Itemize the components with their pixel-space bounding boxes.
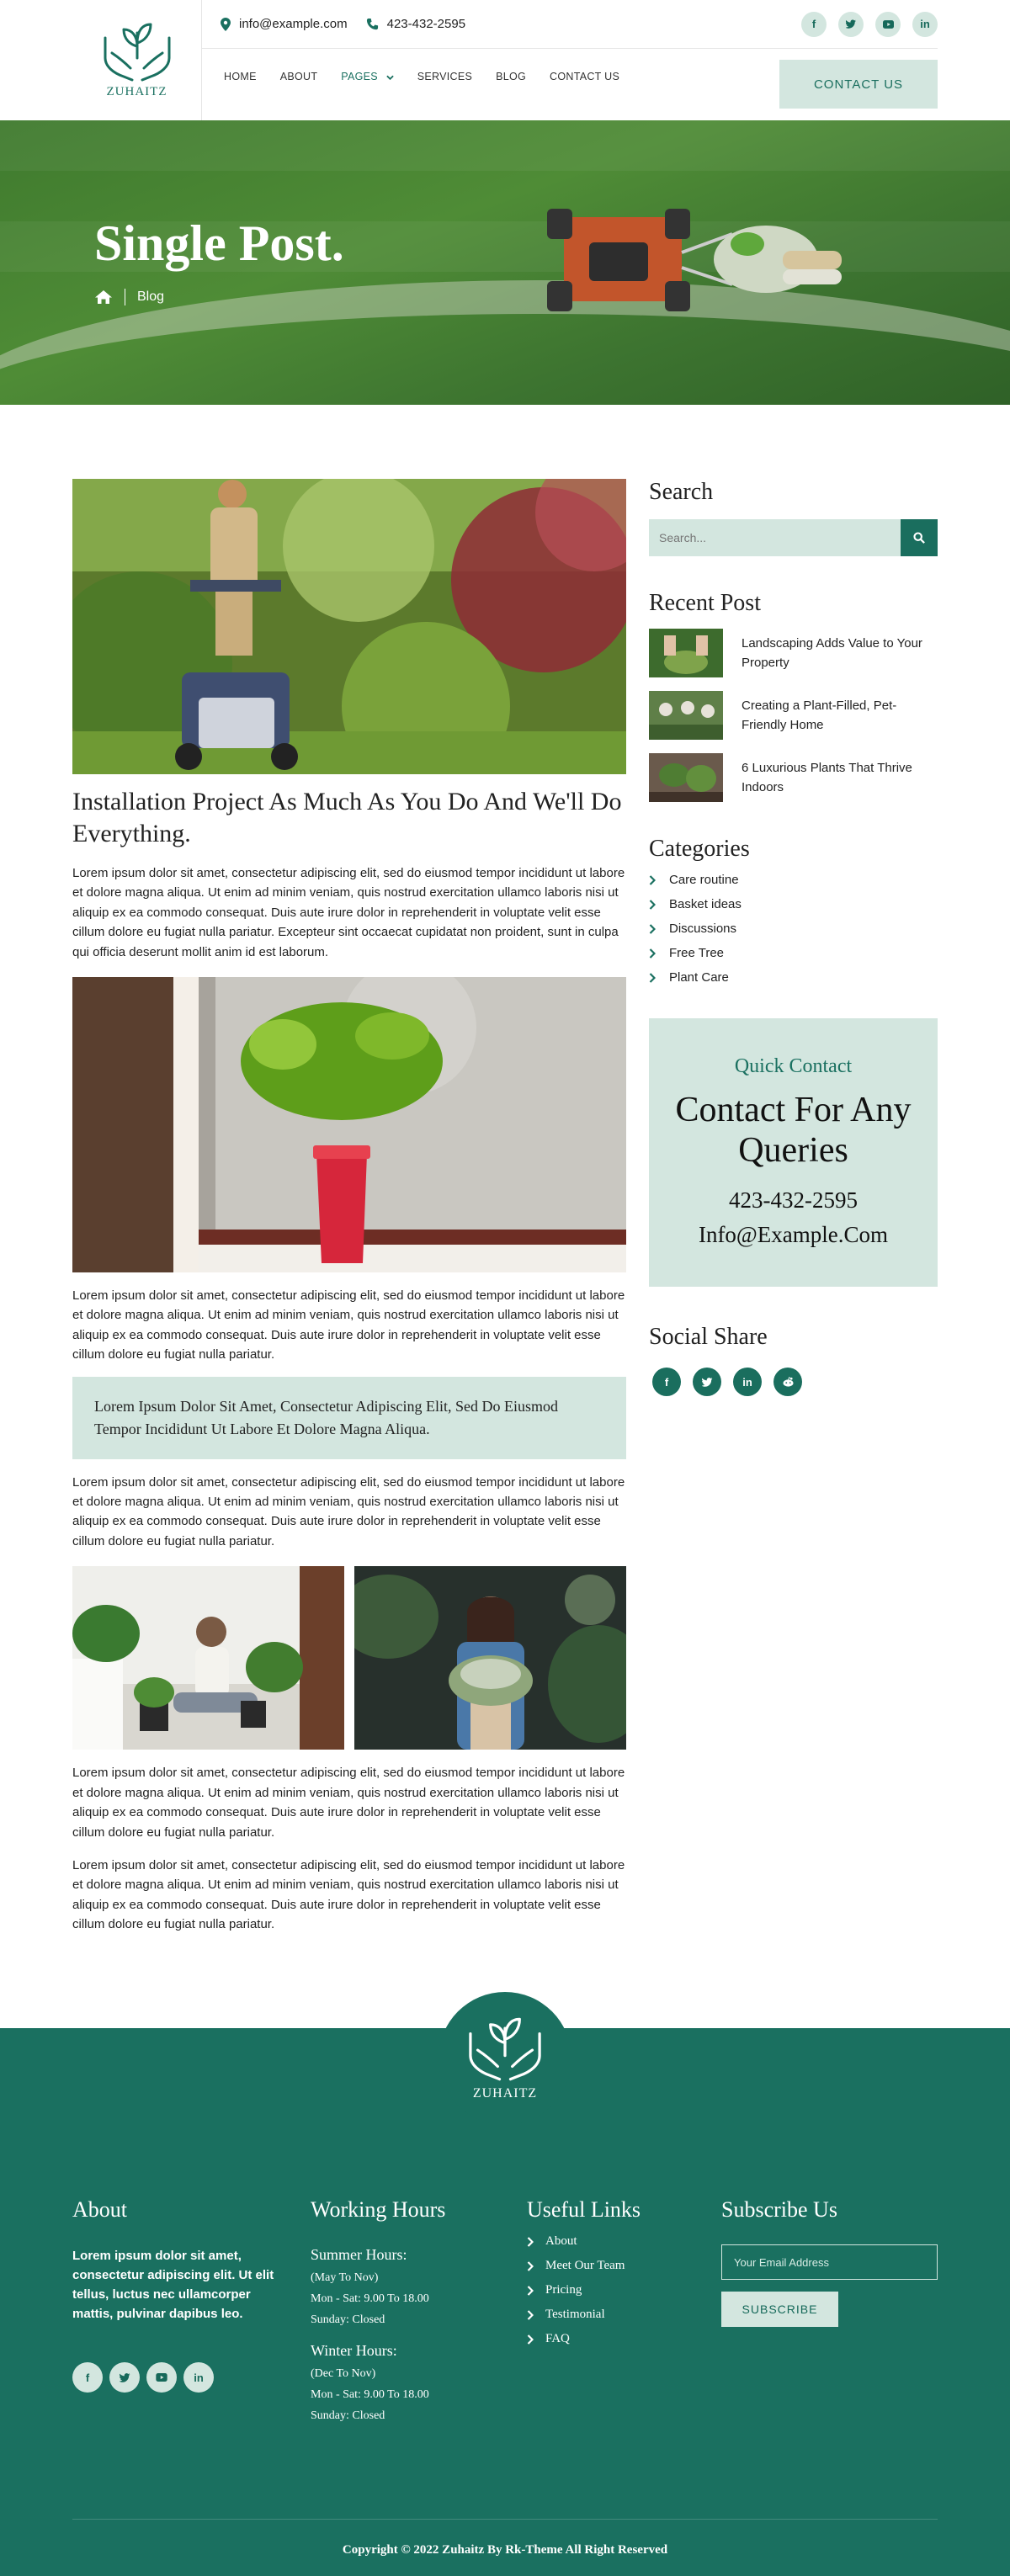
- post-paragraph: Lorem ipsum dolor sit amet, consectetur adipiscing elit, sed do eiusmod tempor incididunt ut labore et dolore magna aliqua. Ut enim ad minim veniam, quis nostrud exercitation ullamco laboris nisi ut aliquip ex ea commodo consequat. Duis aute irure dolor in reprehenderit in voluptate velit esse cillum dolore eu fugiat nulla pariatur.: [72, 1474, 625, 1548]
- page-banner: [0, 120, 1010, 405]
- twitter-icon[interactable]: [693, 1368, 721, 1396]
- social-share-heading: Social Share: [649, 1324, 768, 1350]
- quick-contact-box: [649, 1018, 938, 1287]
- chevron-right-icon: [527, 2237, 534, 2247]
- main-content: [0, 405, 1010, 2557]
- lawn-mower-image: [530, 200, 850, 327]
- footer-about-text: Lorem ipsum dolor sit amet, consectetur adipiscing elit. Ut elit tellus, luctus nec ullamcorper mattis, pulvinar dapibus leo.: [72, 2249, 274, 2321]
- post-paragraph: Lorem ipsum dolor sit amet, consectetur adipiscing elit, sed do eiusmod tempor incididunt ut labore et dolore magna aliqua. Ut enim ad minim veniam, quis nostrud exercitation ullamco laboris nisi ut aliquip ex ea commodo consequat. Duis aute irure dolor in reprehenderit in voluptate velit esse cillum dolore eu fugiat nulla pariatur.: [72, 1288, 625, 1362]
- footer-link[interactable]: [527, 2283, 641, 2297]
- footer-link-label: Meet Our Team: [545, 2259, 625, 2272]
- footer-logo-text: ZUHAITZ: [472, 2086, 538, 2101]
- footer-subscribe: [721, 2197, 938, 2327]
- chevron-right-icon: [649, 973, 656, 983]
- email-text: info@example.com: [239, 17, 348, 31]
- category-label: Plant Care: [669, 970, 729, 985]
- nav-item-pages[interactable]: [341, 71, 393, 82]
- footer-link[interactable]: [527, 2234, 641, 2249]
- search-icon: [913, 532, 925, 544]
- category-label: Basket ideas: [669, 897, 742, 911]
- chevron-right-icon: [649, 875, 656, 885]
- chevron-down-icon: [386, 75, 394, 80]
- subscribe-heading: Subscribe Us: [721, 2197, 837, 2222]
- post-paragraph: Lorem ipsum dolor sit amet, consectetur adipiscing elit, sed do eiusmod tempor incididunt ut labore et dolore magna aliqua. Ut enim ad minim veniam, quis nostrud exercitation ullamco laboris nisi ut aliquip ex ea commodo consequat. Duis aute irure dolor in reprehenderit in voluptate velit esse cillum dolore eu fugiat nulla pariatur.: [72, 1857, 625, 1932]
- top-bar: [202, 0, 938, 49]
- footer-working-hours: [311, 2197, 445, 2423]
- summer-hours-line: Mon - Sat: 9.00 To 18.00: [311, 2292, 429, 2305]
- category-item[interactable]: [649, 970, 938, 985]
- footer-divider: [72, 2519, 938, 2520]
- woman-holding-plant-image: [354, 1566, 626, 1750]
- quick-contact-phone[interactable]: 423-432-2595: [729, 1187, 858, 1213]
- copyright-text: Copyright © 2022 Zuhaitz By Rk-Theme All Right Reserved: [342, 2543, 668, 2557]
- subscribe-button[interactable]: SUBSCRIBE: [721, 2292, 838, 2327]
- twitter-icon[interactable]: [109, 2362, 140, 2393]
- youtube-icon[interactable]: [875, 12, 901, 37]
- chevron-right-icon: [527, 2261, 534, 2271]
- map-pin-icon: [221, 18, 231, 31]
- leaf-hands-logo-icon: [461, 2016, 549, 2083]
- phone-text: 423-432-2595: [386, 17, 466, 31]
- quick-contact-heading: Contact For Any Queries: [675, 1091, 912, 1170]
- main-nav: [224, 71, 643, 82]
- recent-post-thumbnail: [649, 691, 723, 740]
- useful-links-heading: Useful Links: [527, 2197, 641, 2222]
- lawn-stripe: [0, 120, 1010, 171]
- page-title: Single Post.: [94, 215, 344, 271]
- recent-post-title: Creating a Plant-Filled, Pet-Friendly Home: [742, 698, 897, 732]
- categories-heading: Categories: [649, 836, 750, 862]
- search-input[interactable]: [649, 519, 901, 556]
- post-paragraph: Lorem ipsum dolor sit amet, consectetur adipiscing elit, sed do eiusmod tempor incididunt ut labore et dolore magna aliqua. Ut enim ad minim veniam, quis nostrud exercitation ullamco laboris nisi ut aliquip ex ea commodo consequat. Duis aute irure dolor in reprehenderit in voluptate velit esse cillum dolore eu fugiat nulla pariatur.: [72, 1766, 625, 1840]
- category-label: Free Tree: [669, 946, 725, 960]
- phone-icon: [366, 18, 379, 30]
- leaf-hands-logo-icon: [98, 21, 176, 83]
- logo-text: ZUHAITZ: [106, 85, 167, 98]
- youtube-icon[interactable]: [146, 2362, 177, 2393]
- nav-item-contact[interactable]: CONTACT US: [550, 71, 620, 82]
- footer-socials: [72, 2362, 283, 2393]
- nav-item-home[interactable]: HOME: [224, 71, 257, 82]
- woman-repotting-plants-image: [72, 1566, 344, 1750]
- footer-about-heading: About: [72, 2197, 127, 2222]
- post-paragraph: Lorem ipsum dolor sit amet, consectetur adipiscing elit, sed do eiusmod tempor incididunt ut labore et dolore magna aliqua. Ut enim ad minim veniam, quis nostrud exercitation ullamco laboris nisi ut aliquip ex ea commodo consequat. Duis aute irure dolor in reprehenderit in voluptate velit esse cillum dolore eu fugiat nulla pariatur. Excepteur sint occaecat cupidatat non proident, sunt in culpa qui officia deserunt mollit anim id est laborum.: [72, 866, 625, 959]
- breadcrumb-current: Blog: [137, 289, 165, 304]
- contact-us-button[interactable]: CONTACT US: [779, 60, 938, 109]
- chevron-right-icon: [527, 2310, 534, 2320]
- sidebar: [649, 479, 938, 1396]
- summer-hours-line: (May To Nov): [311, 2271, 379, 2284]
- category-label: Discussions: [669, 922, 737, 936]
- phone-contact[interactable]: [366, 17, 465, 31]
- header-socials: [801, 12, 938, 37]
- email-contact[interactable]: [221, 17, 348, 31]
- facebook-icon[interactable]: f: [652, 1368, 681, 1396]
- chevron-right-icon: [527, 2286, 534, 2296]
- reddit-icon[interactable]: [773, 1368, 802, 1396]
- footer-logo[interactable]: [439, 1992, 571, 2125]
- footer-link[interactable]: [527, 2259, 641, 2273]
- recent-post-item[interactable]: [649, 753, 938, 802]
- recent-post-title: 6 Luxurious Plants That Thrive Indoors: [742, 761, 912, 794]
- quick-contact-email[interactable]: Info@Example.Com: [698, 1222, 889, 1247]
- post-blockquote: Lorem Ipsum Dolor Sit Amet, Consectetur Adipiscing Elit, Sed Do Eiusmod Tempor Incididunt Ut Labore Et Dolore Magna Aliqua.: [72, 1377, 626, 1459]
- subscribe-email-input[interactable]: Your Email Address: [721, 2244, 938, 2280]
- working-hours-heading: Working Hours: [311, 2197, 446, 2222]
- plant-window-image: [72, 977, 626, 1272]
- footer-link[interactable]: [527, 2308, 641, 2322]
- summer-hours-title: Summer Hours:: [311, 2246, 407, 2263]
- recent-post-thumbnail: [649, 629, 723, 677]
- nav-item-about[interactable]: ABOUT: [279, 71, 318, 82]
- quick-contact-label: Quick Contact: [734, 1055, 853, 1077]
- chevron-right-icon: [649, 948, 656, 959]
- category-item[interactable]: [649, 946, 938, 960]
- twitter-icon[interactable]: [838, 12, 864, 37]
- post-featured-image: [72, 479, 626, 774]
- category-label: Care routine: [669, 873, 739, 887]
- home-icon[interactable]: [94, 289, 113, 305]
- search-button[interactable]: [901, 519, 938, 556]
- footer-link-label: Testimonial: [545, 2308, 605, 2321]
- nav-item-services[interactable]: SERVICES: [417, 71, 473, 82]
- recent-post-heading: Recent Post: [649, 590, 761, 616]
- footer-link-label: Pricing: [545, 2283, 582, 2297]
- category-item[interactable]: [649, 873, 938, 887]
- logo[interactable]: [72, 0, 202, 120]
- nav-item-pages-label: PAGES: [341, 71, 378, 82]
- footer-about: [72, 2197, 283, 2393]
- winter-hours-title: Winter Hours:: [311, 2342, 397, 2359]
- site-footer: [0, 2028, 1010, 2576]
- category-list: [649, 873, 938, 985]
- site-header: [0, 0, 1010, 120]
- recent-post-item[interactable]: [649, 691, 938, 740]
- recent-post-title: Landscaping Adds Value to Your Property: [742, 636, 922, 670]
- post-image-pair: [72, 1566, 626, 1750]
- chevron-right-icon: [527, 2334, 534, 2345]
- post-title: Installation Project As Much As You Do And We'll Do Everything.: [72, 788, 622, 847]
- summer-hours-line: Sunday: Closed: [311, 2313, 385, 2326]
- nav-item-blog[interactable]: BLOG: [496, 71, 527, 82]
- winter-hours-line: Mon - Sat: 9.00 To 18.00: [311, 2388, 429, 2401]
- linkedin-icon[interactable]: in: [733, 1368, 762, 1396]
- winter-hours-line: Sunday: Closed: [311, 2409, 385, 2422]
- footer-link-label: FAQ: [545, 2332, 570, 2345]
- winter-hours-line: (Dec To Nov): [311, 2367, 376, 2380]
- social-share-buttons: [652, 1368, 938, 1396]
- recent-post-item[interactable]: [649, 629, 938, 677]
- search-form: [649, 519, 938, 556]
- footer-link-label: About: [545, 2234, 577, 2248]
- footer-link-list: [527, 2234, 641, 2346]
- chevron-right-icon: [649, 924, 656, 934]
- recent-post-thumbnail: [649, 753, 723, 802]
- footer-link[interactable]: [527, 2332, 641, 2346]
- linkedin-icon[interactable]: in: [912, 12, 938, 37]
- facebook-icon[interactable]: f: [801, 12, 827, 37]
- chevron-right-icon: [649, 900, 656, 910]
- post-article: [72, 479, 626, 1935]
- category-item[interactable]: [649, 897, 938, 911]
- facebook-icon[interactable]: f: [72, 2362, 103, 2393]
- search-heading: Search: [649, 479, 714, 505]
- linkedin-icon[interactable]: in: [183, 2362, 214, 2393]
- category-item[interactable]: [649, 922, 938, 936]
- footer-useful-links: [527, 2197, 641, 2346]
- breadcrumb: [94, 289, 164, 305]
